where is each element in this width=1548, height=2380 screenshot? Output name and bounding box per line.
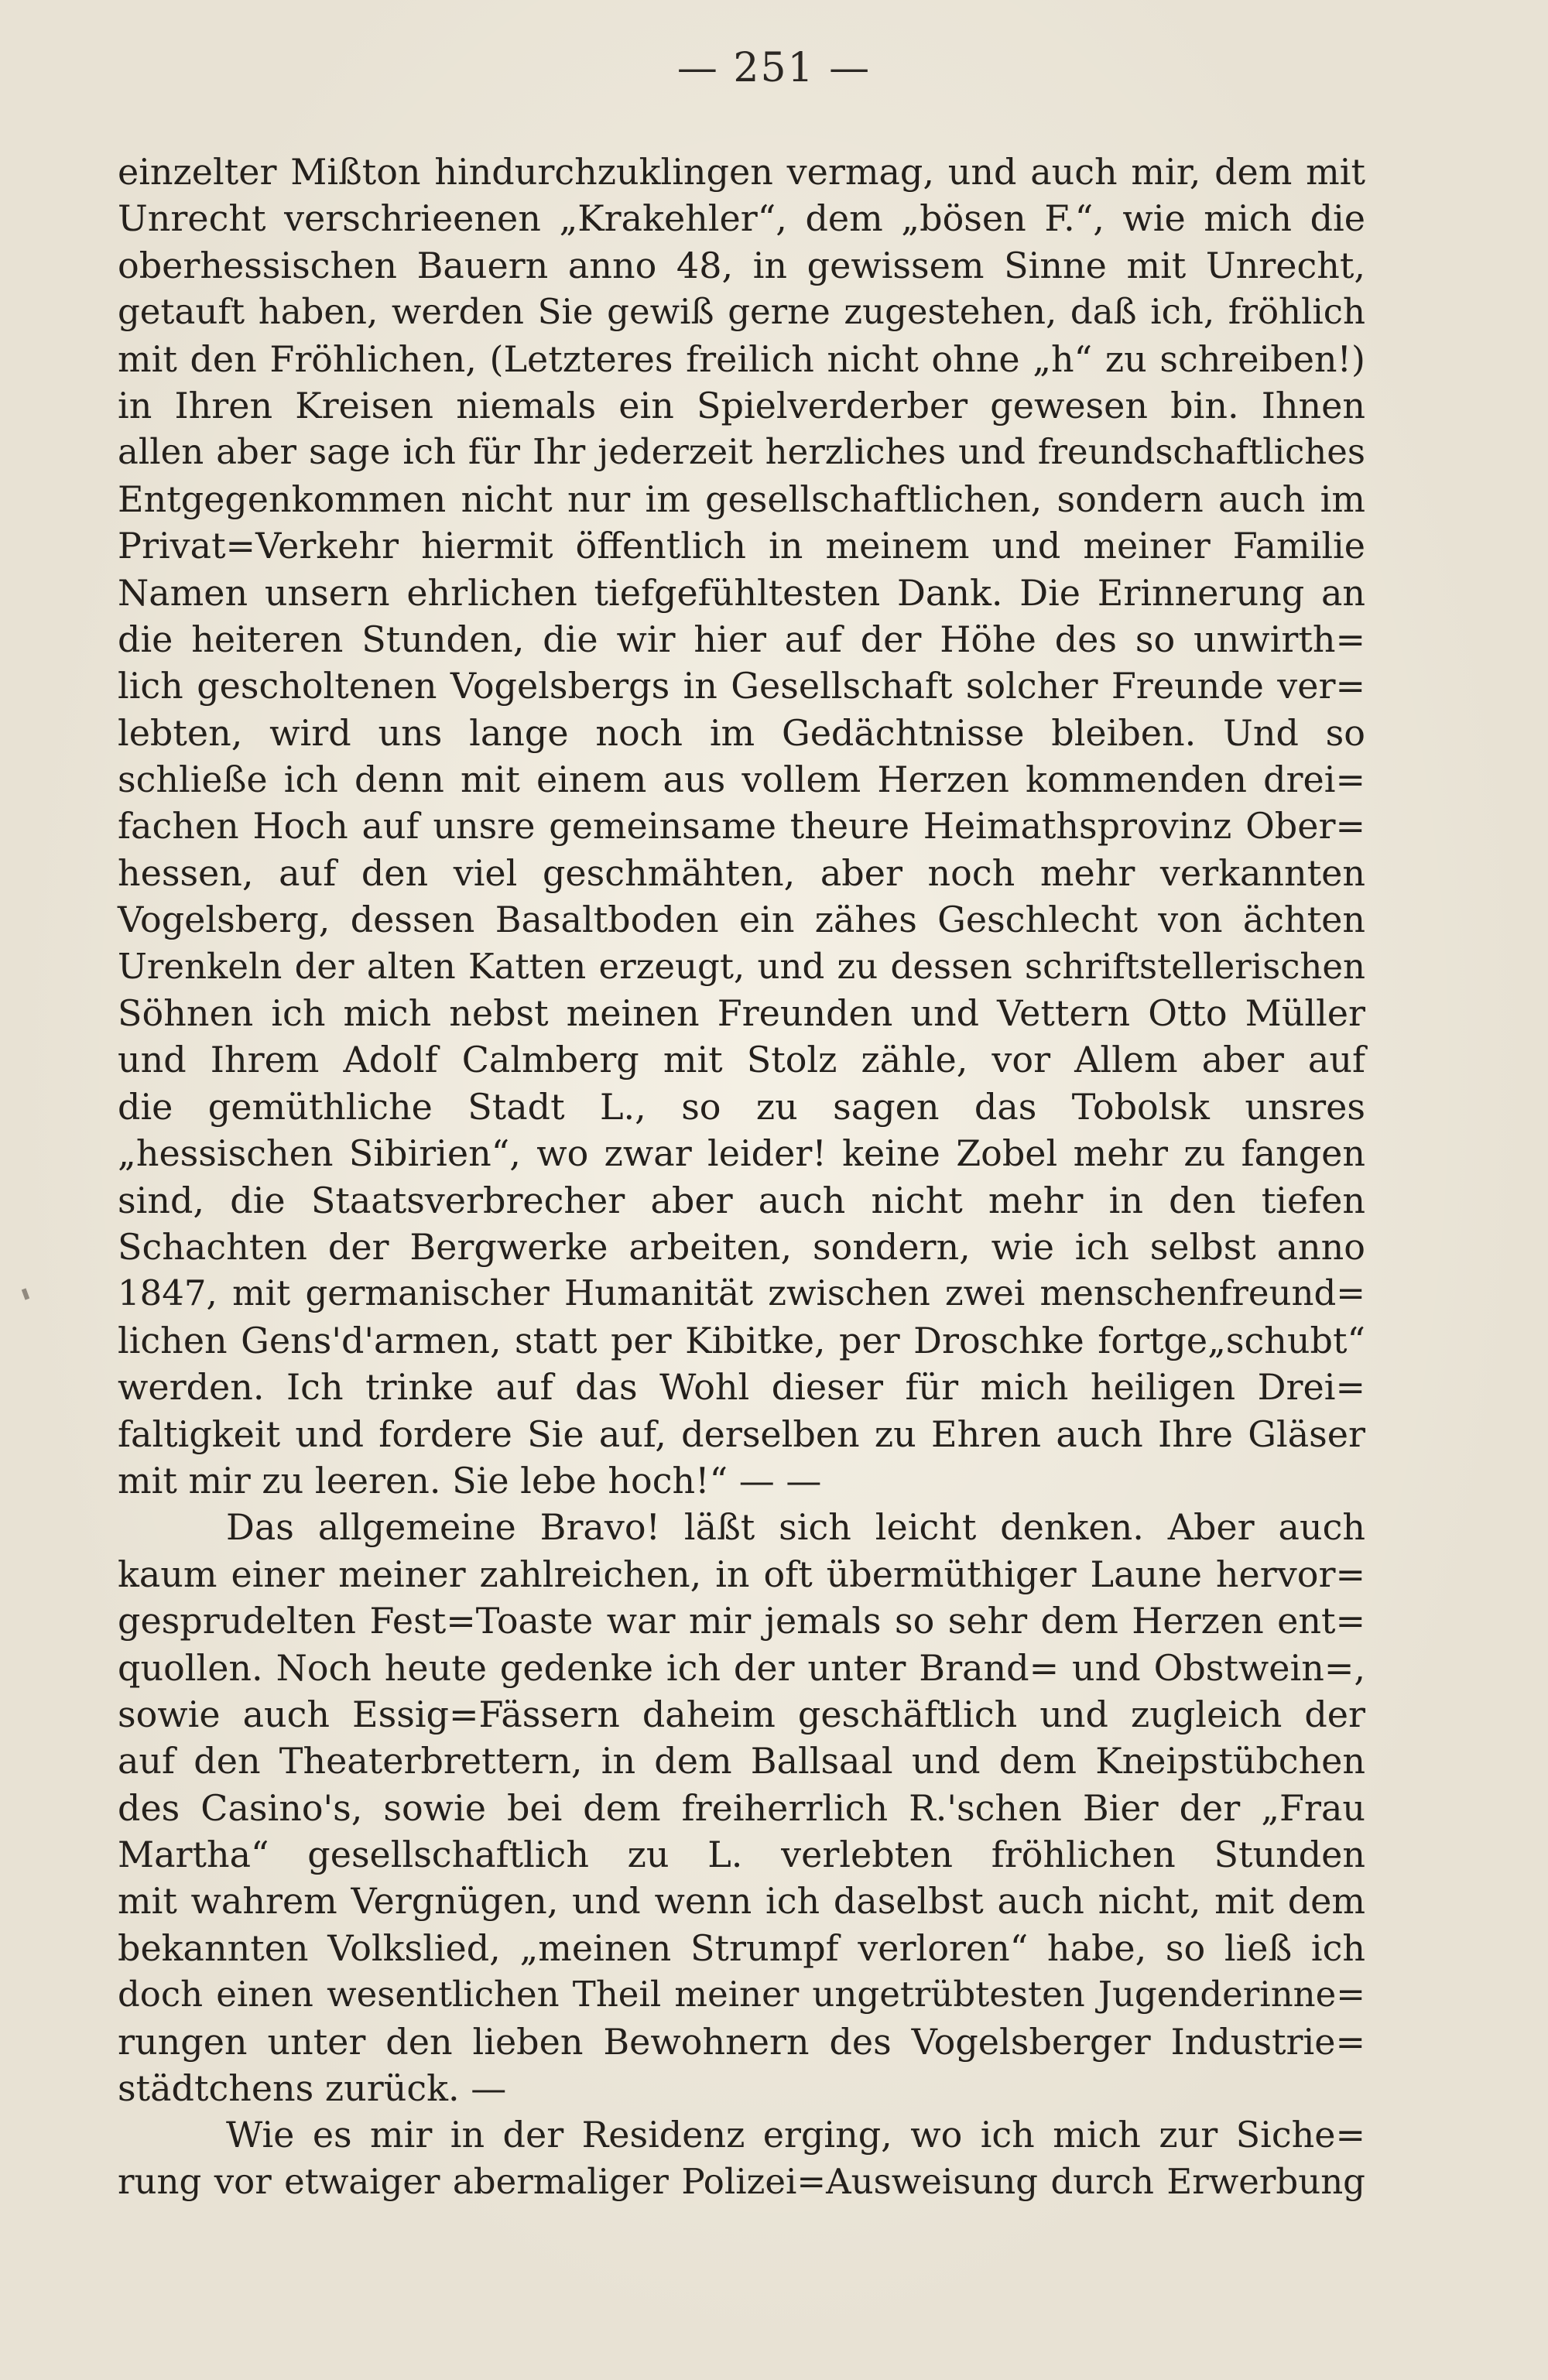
text-line: 1847, mit germanischer Humanität zwischen zwei menschenfreund= [118, 1272, 1365, 1314]
text-line: Entgegenkommen nicht nur im gesellschaftlichen, sondern auch im [118, 478, 1365, 520]
text-line: mit den Fröhlichen, (Letzteres freilich nicht ohne „h“ zu schreiben!) [118, 337, 1365, 380]
text-line: schließe ich denn mit einem aus vollem Herzen kommenden drei= [118, 759, 1365, 801]
body-text [118, 149, 1365, 2205]
text-line: mit wahrem Vergnügen, und wenn ich daselbst auch nicht, mit dem [118, 1880, 1365, 1923]
text-line: werden. Ich trinke auf das Wohl dieser für mich heiligen Drei= [118, 1366, 1365, 1409]
text-line: fachen Hoch auf unsre gemeinsame theure Heimathsprovinz Ober= [118, 805, 1365, 848]
text-line: auf den Theaterbrettern, in dem Ballsaal und dem Kneipstübchen [118, 1740, 1365, 1782]
text-line: „hessischen Sibirien“, wo zwar leider! keine Zobel mehr zu fangen [118, 1132, 1365, 1175]
text-line: einzelter Mißton hindurchzuklingen vermag, und auch mir, dem mit [118, 151, 1365, 193]
text-line: kaum einer meiner zahlreichen, in oft übermüthiger Laune hervor= [118, 1553, 1365, 1595]
text-line: lich gescholtenen Vogelsbergs in Gesellschaft solcher Freunde ver= [118, 665, 1365, 707]
paragraph-first-line: Das allgemeine Bravo! läßt sich leicht denken. Aber auch [226, 1506, 1365, 1549]
text-line: quollen. Noch heute gedenke ich der unter Brand= und Obstwein=, [118, 1646, 1365, 1689]
text-line: die gemüthliche Stadt L., so zu sagen das Tobolsk unsres [118, 1085, 1365, 1128]
text-line: und Ihrem Adolf Calmberg mit Stolz zähle, vor Allem aber auf [118, 1039, 1365, 1081]
page-number: — 251 — [676, 45, 872, 91]
text-line: doch einen wesentlichen Theil meiner ungetrübtesten Jugenderinne= [118, 1974, 1365, 2015]
text-line: Privat=Verkehr hiermit öffentlich in meinem und meiner Familie [118, 525, 1365, 567]
text-line: Vogelsberg, dessen Basaltboden ein zähes Geschlecht von ächten [118, 899, 1365, 941]
text-line: sind, die Staatsverbrecher aber auch nicht mehr in den tiefen [118, 1179, 1365, 1221]
text-line: Unrecht verschrieenen „Krakehler“, dem „bösen F.“, wie mich die [118, 197, 1365, 240]
text-line: Martha“ gesellschaftlich zu L. verlebten fröhlichen Stunden [118, 1834, 1365, 1876]
text-line: hessen, auf den viel geschmähten, aber noch mehr verkannten [118, 851, 1365, 894]
text-line: allen aber sage ich für Ihr jederzeit herzliches und freundschaftliches [118, 431, 1365, 473]
text-line: bekannten Volkslied, „meinen Strumpf verloren“ habe, so ließ ich [118, 1926, 1365, 1969]
text-line: Schachten der Bergwerke arbeiten, sondern, wie ich selbst anno [118, 1225, 1365, 1268]
text-line: in Ihren Kreisen niemals ein Spielverderber gewesen bin. Ihnen [118, 384, 1365, 426]
text-line: lebten, wird uns lange noch im Gedächtnisse bleiben. Und so [118, 711, 1365, 754]
ink-smudge-mark [22, 1288, 29, 1300]
text-line: des Casino's, sowie bei dem freiherrlich R.'schen Bier der „Frau [118, 1786, 1365, 1829]
text-line: die heiteren Stunden, die wir hier auf der Höhe des so unwirth= [118, 618, 1365, 660]
text-line: Söhnen ich mich nebst meinen Freunden und Vettern Otto Müller [118, 992, 1365, 1035]
text-line: Namen unsern ehrlichen tiefgefühltesten Dank. Die Erinnerung an [118, 571, 1365, 614]
text-line: Urenkeln der alten Katten erzeugt, und zu dessen schriftstellerischen [118, 945, 1365, 987]
text-line: mit mir zu leeren. Sie lebe hoch!“ — — [118, 1459, 822, 1502]
text-line: getauft haben, werden Sie gewiß gerne zugestehen, daß ich, fröhlich [118, 291, 1365, 333]
paragraph-first-line: Wie es mir in der Residenz erging, wo ich mich zur Siche= [226, 2114, 1365, 2156]
text-line: gesprudelten Fest=Toaste war mir jemals so sehr dem Herzen ent= [118, 1600, 1365, 1642]
text-line: oberhessischen Bauern anno 48, in gewissem Sinne mit Unrecht, [118, 244, 1365, 286]
text-line: sowie auch Essig=Fässern daheim geschäftlich und zugleich der [118, 1693, 1365, 1735]
text-line: faltigkeit und fordere Sie auf, derselben zu Ehren auch Ihre Gläser [118, 1413, 1365, 1455]
text-line: rungen unter den lieben Bewohnern des Vogelsberger Industrie= [118, 2020, 1365, 2063]
text-line: rung vor etwaiger abermaliger Polizei=Ausweisung durch Erwerbung [118, 2160, 1365, 2202]
text-line: städtchens zurück. — [118, 2067, 507, 2110]
text-line: lichen Gens'd'armen, statt per Kibitke, per Droschke fortge„schubt“ [118, 1319, 1365, 1361]
